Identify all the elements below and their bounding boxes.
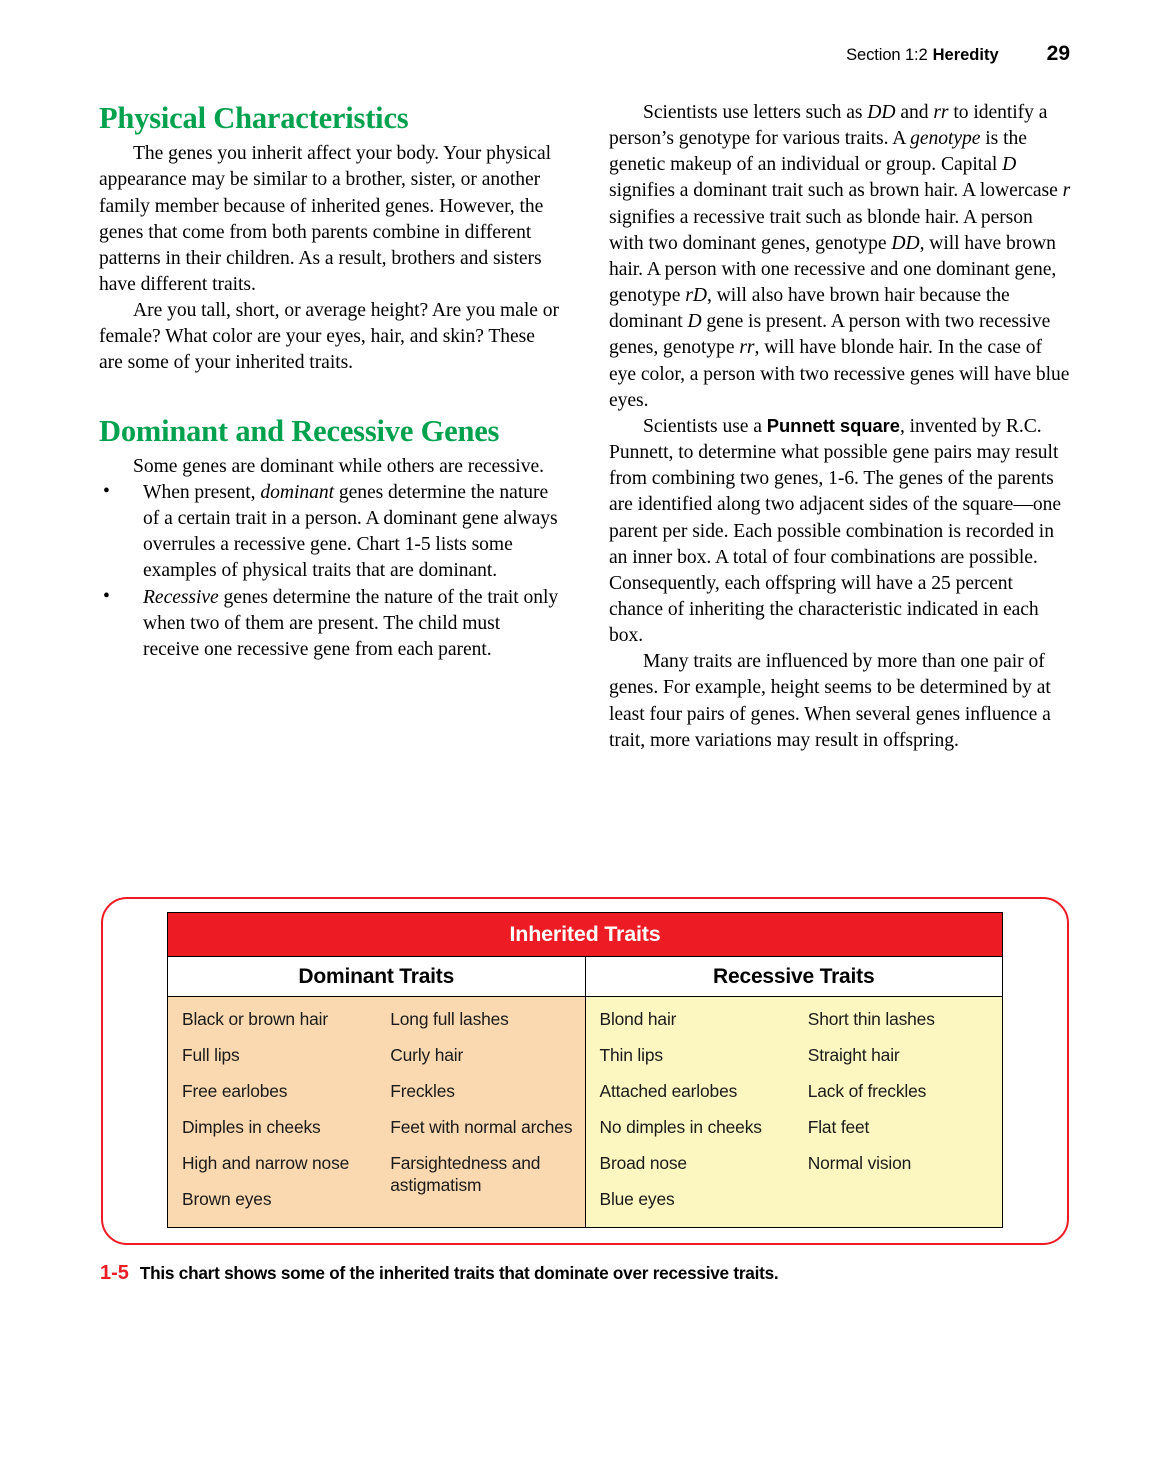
genotype-text-5: signifies a dominant trait such as brown hair. A lowercase: [609, 180, 1063, 202]
list-item-dominant-emphasis: dominant: [260, 481, 334, 503]
trait-item: Free earlobes: [182, 1080, 288, 1101]
trait-item: Thin lips: [599, 1044, 663, 1065]
genotype-italic-d-1: D: [1002, 154, 1017, 176]
list-item-dominant-text-1: When present,: [143, 481, 261, 503]
running-head: [846, 42, 1070, 66]
trait-item: Black or brown hair: [182, 1009, 328, 1029]
inherited-traits-figure: [101, 897, 1069, 1245]
left-column: [99, 100, 561, 754]
genotype-italic-r: r: [1062, 180, 1071, 202]
trait-item: Straight hair: [807, 1044, 900, 1065]
list-item-recessive-emphasis: Recessive: [143, 586, 219, 608]
recessive-traits-subcolumn-left: [586, 1009, 794, 1211]
list-item-dominant-text-2: genes determine the nature of a certain trait in a person. A dominant gene always overrules a recessive gene. Chart 1-5 lists some examples of physical traits that are dominant.: [143, 481, 558, 582]
paragraph-punnett: [609, 414, 1071, 649]
genotype-text-6: signifies a recessive trait such as blonde hair. A person with two dominant genes, genotype: [609, 206, 1033, 254]
bullet-icon: •: [103, 480, 110, 502]
figure-caption: [100, 1262, 1000, 1285]
genotype-italic-dd-2: DD: [891, 232, 920, 254]
trait-item: Brown eyes: [182, 1188, 272, 1209]
figure-caption-text: This chart shows some of the inherited traits that dominate over recessive traits.: [139, 1263, 779, 1283]
dominant-traits-subcolumn-left: [168, 1009, 376, 1211]
column-header-recessive: Recessive Traits: [585, 957, 1003, 997]
punnett-term-bold: Punnett square: [766, 414, 900, 436]
trait-item: Curly hair: [390, 1044, 464, 1065]
paragraph-physical-2: Are you tall, short, or average height? Are you male or female? What color are your eyes, hair, and skin? These are some of your inherited traits.: [99, 300, 559, 374]
genotype-text-9: gene is present. A person with two recessive genes, genotype: [609, 311, 1051, 359]
dominant-traits-cell: [168, 997, 586, 1228]
genotype-text-7: , will have brown hair. A person with one recessive and one dominant gene, genotype: [609, 232, 1057, 307]
list-item-recessive: [99, 585, 561, 663]
recessive-traits-cell: [585, 997, 1003, 1228]
trait-item: Attached earlobes: [599, 1080, 738, 1101]
trait-item: Full lips: [182, 1044, 240, 1065]
trait-item: Blond hair: [599, 1009, 677, 1029]
table-title: Inherited Traits: [168, 913, 1003, 957]
trait-item: Flat feet: [807, 1116, 870, 1137]
genotype-text-8: , will also have brown hair because the dominant: [609, 285, 1010, 333]
paragraph-genotype: [609, 100, 1071, 414]
paragraph-many-traits: Many traits are influenced by more than one pair of genes. For example, height seems to be determined by at least four pairs of genes. When several genes influence a trait, more variations may result in offspring.: [609, 651, 1051, 751]
genotype-text-3: to identify a person’s genotype for various traits. A: [609, 102, 1048, 150]
page-title: Physical Characteristics: [99, 101, 409, 135]
figure-caption-number: 1-5: [100, 1262, 129, 1284]
inherited-traits-table: [167, 912, 1003, 1228]
table-header-row: [168, 957, 1003, 997]
list-item-recessive-text: genes determine the nature of the trait only when two of them are present. The child must receive one recessive gene from each parent.: [143, 586, 559, 660]
running-head-section-label: Section 1:2: [846, 46, 928, 64]
gene-type-list: [99, 480, 561, 663]
article-body: [99, 100, 1071, 754]
trait-item: Broad nose: [599, 1152, 687, 1173]
trait-item: Short thin lashes: [807, 1009, 935, 1029]
paragraph-physical-1: The genes you inherit affect your body. Your physical appearance may be similar to a brother, sister, or another family member because of inherited genes. However, the genes that come from both parents combine in different patterns in their children. As a result, brothers and sisters have different traits.: [99, 143, 551, 295]
section-heading-dominant-recessive: Dominant and Recessive Genes: [99, 413, 500, 448]
running-head-title: Heredity: [932, 46, 999, 64]
column-header-dominant: Dominant Traits: [168, 957, 586, 997]
genotype-italic-rr-2: rr: [739, 337, 755, 359]
genotype-text-2: and: [895, 102, 934, 123]
right-column: [609, 100, 1071, 754]
genotype-text-4: is the genetic makeup of an individual or group. Capital: [609, 128, 1027, 176]
genotype-italic-genotype: genotype: [910, 128, 981, 150]
trait-item: High and narrow nose: [182, 1152, 350, 1173]
genotype-italic-rd: rD: [685, 285, 707, 307]
trait-item: Freckles: [390, 1080, 455, 1101]
genotype-text-1: Scientists use letters such as: [643, 102, 868, 123]
paragraph-genes-intro: Some genes are dominant while others are recessive.: [133, 455, 544, 477]
list-item-dominant: [99, 480, 561, 585]
trait-item: Blue eyes: [599, 1188, 675, 1209]
table-title-row: [168, 913, 1003, 957]
trait-item: Farsightedness and astigmatism: [390, 1152, 541, 1195]
recessive-traits-subcolumn-right: [794, 1009, 1002, 1211]
trait-item: Long full lashes: [390, 1009, 509, 1029]
punnett-text-2: , invented by R.C. Punnett, to determine what possible gene pairs may result from combining two genes, 1-6. The genes of the parents are identified along two adjacent sides of the square—one parent per side. Each possible combination is recorded in an inner box. A total of four combinations are possible. Consequently, each offspring will have a 25 percent chance of inheriting the characteristic indicated in each box.: [609, 415, 1061, 647]
trait-item: Normal vision: [807, 1152, 912, 1173]
genotype-italic-d-2: D: [687, 311, 702, 333]
punnett-text-1: Scientists use a: [643, 415, 767, 437]
trait-item: Feet with normal arches: [390, 1116, 573, 1137]
trait-item: Lack of freckles: [807, 1080, 927, 1101]
genotype-italic-dd-1: DD: [867, 102, 896, 123]
trait-item: No dimples in cheeks: [599, 1116, 762, 1137]
bullet-icon: •: [103, 585, 110, 607]
genotype-text-10: , will have blonde hair. In the case of eye color, a person with two recessive genes will have blue eyes.: [609, 337, 1070, 411]
table-row: [168, 997, 1003, 1228]
page-number: 29: [1046, 42, 1070, 65]
genotype-italic-rr-1: rr: [933, 102, 949, 123]
trait-item: Dimples in cheeks: [182, 1116, 321, 1137]
dominant-traits-subcolumn-right: [376, 1009, 584, 1211]
